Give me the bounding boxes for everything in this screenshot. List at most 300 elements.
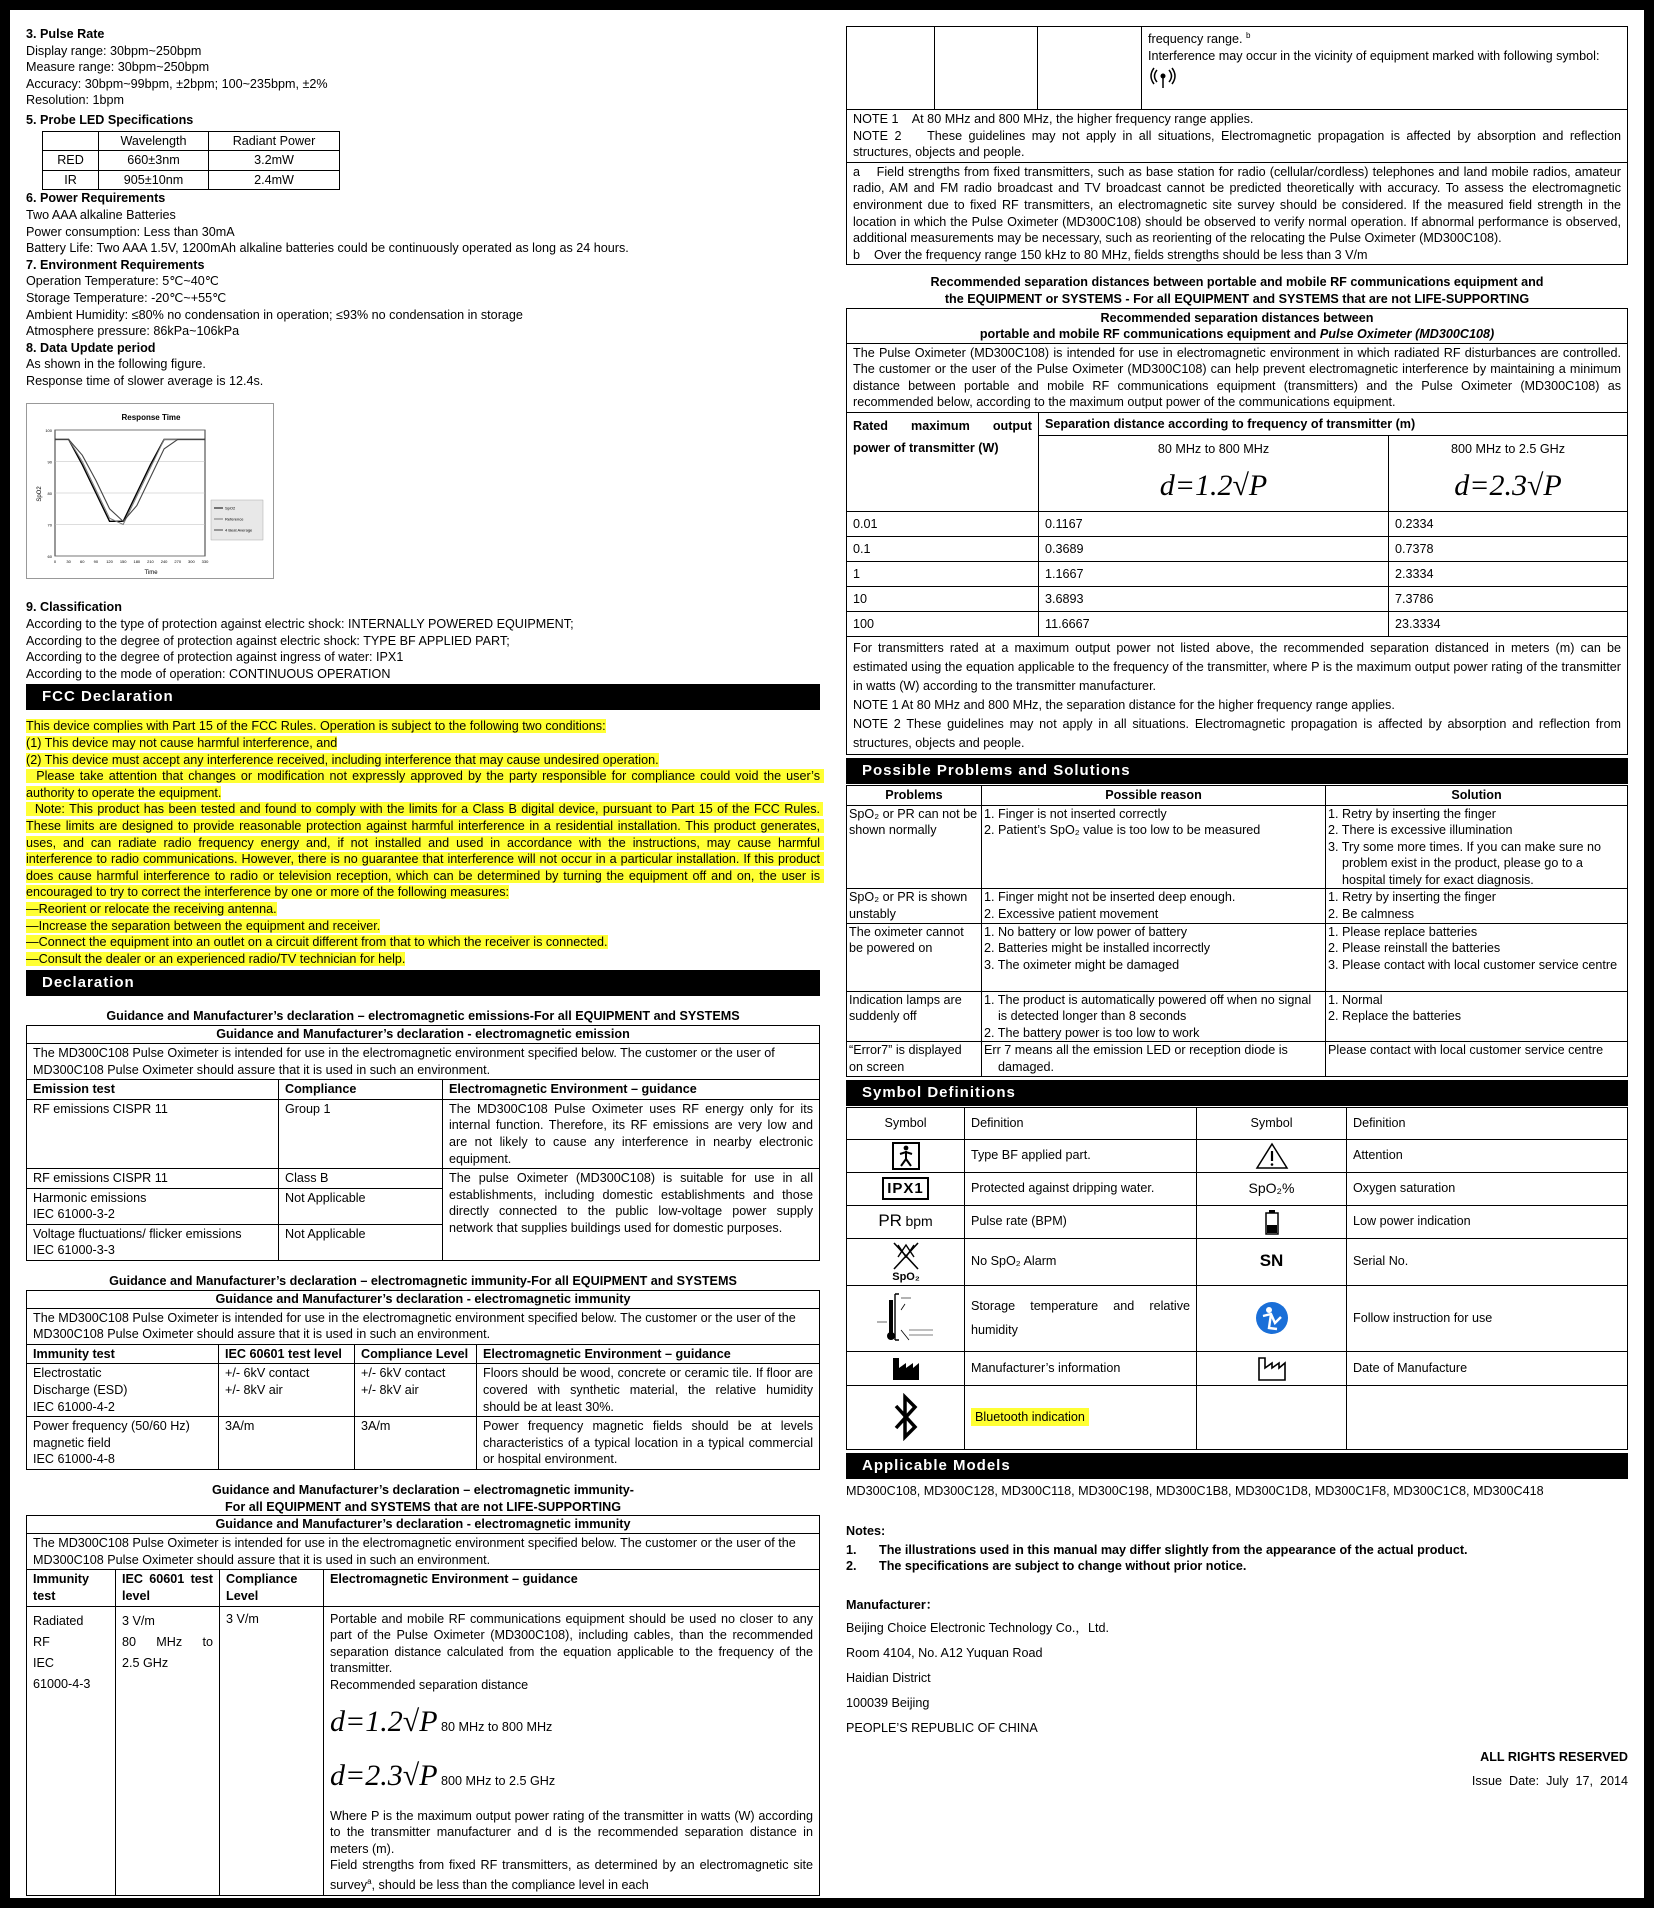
fcc-para: (2) This device must accept any interference received, including interference that may cause undesired operation. (26, 752, 659, 767)
spo2-symbol: SpO₂% (1197, 1172, 1347, 1205)
emissions-title: Guidance and Manufacturer’s declaration – electromagnetic emissions-For all EQUIPMENT and SYSTEMS (106, 1009, 740, 1024)
text-line: Power consumption: Less than 30mA (26, 224, 235, 239)
table-cell (1326, 991, 1628, 1042)
storage-temp-humidity-icon (853, 1290, 958, 1346)
probe-table (42, 131, 340, 191)
text-line: Resolution: 1bpm (26, 93, 125, 108)
notes-cell (847, 162, 1628, 265)
table-cell: The oximeter cannot be powered on (847, 923, 982, 991)
cell-line: Voltage fluctuations/ flicker emissions (33, 1226, 242, 1241)
table-header: IEC 60601 test level (219, 1344, 355, 1364)
fcc-para: Note: This product has been tested and found to comply with the limits for a Class B digital device, pursuant to Part 15 of the FCC Rules. These limits are designed to provide reasonable protection against harmful interference in a residential installation. This product generates, uses, and can radiate radio frequency energy and, if not installed and used in accordance with the instructions, may cause harmful interference to radio communications. However, there is no guarantee that interference will not occur in a particular installation. If this product does cause harmful interference to radio or television reception, which can be determined by turning the equipment off and on, the user is encouraged to try to correct the interference by one or more of the following measures: (26, 802, 824, 900)
table-cell: 10 (847, 586, 1039, 611)
right-column (846, 26, 1628, 1790)
table-cell (1326, 889, 1628, 923)
fcc-para: Please take attention that changes or modification not expressly approved by the party responsible for compliance could void the user’s authority to operate the equipment. (26, 769, 824, 800)
x-tick-label: 210 (147, 559, 154, 565)
table-intro: The Pulse Oximeter (MD300C108) is intended for use in electromagnetic environment in which radiated RF disturbances are controlled. The customer or the user of the Pulse Oximeter (MD300C108) can help prevent electromagnetic interference by maintaining a minimum distance between portable and mobile RF communications equipment (transmitters) and the Pulse Oximeter (MD300C108) as recommended below, according to the maximum output power of the communications equipment. (847, 343, 1628, 412)
text-line: Atmosphere pressure: 86kPa~106kPa (26, 324, 240, 339)
table-cell: SpO₂ or PR is shown unstably (847, 889, 982, 923)
x-tick-label: 300 (188, 559, 195, 565)
cell-line: IEC 61000-3-3 (33, 1243, 115, 1258)
text-line: According to the degree of protection against electric shock: TYPE BF APPLIED PART; (26, 633, 510, 648)
symbol-cell (1197, 1285, 1347, 1351)
cell-line: 61000-4-3 (33, 1676, 91, 1691)
no-spo2-alarm-icon (853, 1241, 958, 1283)
definition-cell: Type BF applied part. (965, 1139, 1197, 1172)
text-span: portable and mobile RF communications equipment and (979, 326, 1320, 341)
section-title: 5. Probe LED Specifications (26, 112, 194, 127)
freq-label: 80 MHz to 800 MHz (1157, 441, 1270, 456)
note-text: The illustrations used in this manual may differ slightly from the appearance of the actual product. (879, 1542, 1468, 1557)
manufacturer-title: Manufacturer： (846, 1598, 939, 1612)
models-band: Applicable Models (846, 1453, 1628, 1479)
type-bf-icon (853, 1142, 958, 1170)
table-cell: Wavelength (99, 131, 209, 151)
y-tick-label: 60 (47, 554, 52, 560)
cell-line: 3 V/m (122, 1613, 155, 1628)
icon-text: SpO₂ (891, 1270, 920, 1283)
note-line: NOTE 1 At 80 MHz and 800 MHz, the higher frequency range applies. (853, 112, 1254, 126)
problems-table (846, 785, 1628, 1077)
fcc-para: —Consult the dealer or an experienced radio/TV technician for help. (26, 951, 406, 966)
title-line: Recommended separation distances between portable and mobile RF communications equipment and (930, 275, 1544, 290)
text-line (1148, 28, 1621, 48)
x-tick-label: 90 (93, 559, 99, 565)
table-cell: 0.7378 (1389, 536, 1628, 561)
definition-cell: Date of Manufacture (1347, 1351, 1628, 1385)
separation-table (846, 308, 1628, 755)
table-cell: +/- 6kV contact +/- 8kV air (355, 1364, 477, 1417)
solution-line: 1. Retry by inserting the finger (1328, 806, 1496, 821)
table-cell (1038, 27, 1142, 110)
table-cell (116, 1606, 220, 1895)
table-cell: Floors should be wood, concrete or ceramic tile. If floor are covered with synthetic material, the relative humidity should be at least 30%. (477, 1364, 820, 1417)
x-tick-label: 120 (106, 559, 113, 565)
table-cell: 3.6893 (1039, 586, 1389, 611)
x-tick-label: 60 (80, 559, 85, 565)
section-title: 3. Pulse Rate (26, 27, 105, 41)
reason-line: 2. Batteries might be installed incorrectly (984, 941, 1211, 956)
table-cell: SpO₂ or PR can not be shown normally (847, 805, 982, 889)
symbol-cell (1197, 1385, 1347, 1449)
formula-label: 80 MHz to 800 MHz (441, 1719, 553, 1734)
table-cell: 23.3334 (1389, 611, 1628, 636)
address-line: Room 4104, No. A12 Yuquan Road (846, 1645, 1043, 1660)
fcc-para: —Increase the separation between the equipment and receiver. (26, 918, 381, 933)
table-header: Rated maximum output power of transmitter (W) (847, 412, 1039, 511)
foot-line: NOTE 1 At 80 MHz and 800 MHz, the separation distance for the higher frequency range applies. (853, 697, 1395, 712)
emissions-table (26, 1025, 820, 1261)
table-cell: RF emissions CISPR 11 (27, 1169, 279, 1189)
fcc-band: FCC Declaration (26, 684, 820, 710)
table-intro: The MD300C108 Pulse Oximeter is intended for use in the electromagnetic environment specified below. The customer or the user of the MD300C108 Pulse Oximeter should assure that it is used in such an environment. (27, 1534, 820, 1570)
definition-cell: Storage temperature and relative humidity (965, 1285, 1197, 1351)
table-cell (43, 131, 99, 151)
problems-band: Possible Problems and Solutions (846, 758, 1628, 784)
table-cell: 11.6667 (1039, 611, 1389, 636)
table-cell: 1.1667 (1039, 561, 1389, 586)
symbols-table (846, 1107, 1628, 1450)
attention-icon (1203, 1142, 1340, 1170)
table-header: Compliance (279, 1080, 443, 1100)
antenna-icon (1148, 66, 1621, 90)
notes-title: Notes: (846, 1524, 886, 1539)
table-cell (847, 27, 935, 110)
definition-cell: Pulse rate (BPM) (965, 1205, 1197, 1238)
table-header: Compliance Level (355, 1344, 477, 1364)
table-cell: Not Applicable (279, 1188, 443, 1224)
table-header: Solution (1326, 785, 1628, 805)
text-span: Field strengths from fixed RF transmitters, as determined by an electromagnetic site survey (330, 1858, 813, 1893)
table-cell: Electrostatic Discharge (ESD) IEC 61000-4-2 (27, 1364, 219, 1417)
cell-line: IEC (33, 1655, 54, 1670)
reason-line: 2. Excessive patient movement (984, 907, 1159, 922)
table-header: Definition (965, 1107, 1197, 1139)
text-line: As shown in the following figure. (26, 357, 206, 372)
x-tick-label: 0 (53, 559, 57, 565)
section-title: 8. Data Update period (26, 340, 156, 355)
table-intro: The MD300C108 Pulse Oximeter is intended for use in the electromagnetic environment specified below. The customer or the user of MD300C108 Pulse Oximeter should assure that it is used in such an environment. (27, 1043, 820, 1079)
immunity2-table (26, 1515, 820, 1896)
text-span: , should be less than the compliance level in each (371, 1878, 649, 1893)
table-cell: +/- 6kV contact +/- 8kV air (219, 1364, 355, 1417)
note-text: The specifications are subject to change without prior notice. (879, 1559, 1247, 1574)
table-header: Electromagnetic Environment – guidance (443, 1080, 820, 1100)
table-subtitle: Guidance and Manufacturer’s declaration - electromagnetic immunity (27, 1516, 820, 1534)
table-cell: 100 (847, 611, 1039, 636)
manufacturer-address (846, 1616, 1628, 1741)
x-tick-label: 270 (174, 559, 182, 565)
table-cell: IR (43, 170, 99, 190)
definition-cell: Low power indication (1347, 1205, 1628, 1238)
text-line: According to the degree of protection against ingress of water: IPX1 (26, 650, 404, 665)
definition-cell: Manufacturer’s information (965, 1351, 1197, 1385)
immunity2-title (26, 1482, 820, 1515)
text-span: frequency range. (1148, 32, 1243, 47)
note-line: NOTE 2 These guidelines may not apply in all situations, Electromagnetic propagation is affected by absorption and reflection structures, objects and people. (853, 128, 1625, 160)
x-tick-label: 240 (160, 559, 168, 565)
symbol-cell (847, 1351, 965, 1385)
document-page (10, 10, 1644, 1898)
guidance-text: Recommended separation distance (330, 1677, 529, 1692)
solution-line: Please contact with local customer service centre (1328, 1043, 1604, 1058)
solution-line: 1. Please replace batteries (1328, 924, 1478, 939)
table-header: Separation distance according to frequency of transmitter (m) (1039, 412, 1628, 435)
symbols-band: Symbol Definitions (846, 1080, 1628, 1106)
issue-date: Issue Date: July 17, 2014 (1471, 1774, 1628, 1789)
chart-svg (27, 404, 273, 578)
table-cell (1326, 805, 1628, 889)
symbol-cell (847, 1385, 965, 1449)
table-cell: 0.3689 (1039, 536, 1389, 561)
formula: d=1.2√P (1159, 468, 1268, 502)
definition-cell: Protected against dripping water. (965, 1172, 1197, 1205)
reason-line: 2. Patient’s SpO₂ value is too low to be measured (984, 823, 1261, 838)
reason-line: 1. Finger might not be inserted deep enough. (984, 890, 1236, 905)
table-cell: RED (43, 151, 99, 171)
follow-instructions-icon (1203, 1301, 1340, 1335)
response-time-chart (26, 403, 274, 579)
reason-line: 1. No battery or low power of battery (984, 924, 1187, 939)
table-cell: 0.01 (847, 511, 1039, 536)
guidance-text: Where P is the maximum output power rating of the transmitter in watts (W) according to the transmitter manufacturer and d is the recommended separation distance in meters (m). (330, 1808, 813, 1856)
classification-section (26, 599, 820, 682)
symbol-cell (847, 1238, 965, 1285)
table-cell: The pulse Oximeter (MD300C108) is suitable for use in all establishments, including domestic establishments and those directly connected to the public low-voltage power supply network that supplies buildings used for domestic purposes. (443, 1169, 820, 1261)
table-cell: Class B (279, 1169, 443, 1189)
table-cell: Indication lamps are suddenly off (847, 991, 982, 1042)
text-line: According to the type of protection against electric shock: INTERNALLY POWERED EQUIPMENT; (26, 617, 574, 632)
foot-line: NOTE 2 These guidelines may not apply in all situations. Electromagnetic propagation is affected by absorption and reflection from structures, objects and people. (853, 716, 1621, 750)
pr-text: PR (878, 1210, 902, 1230)
table-cell: 0.1167 (1039, 511, 1389, 536)
table-header: IEC 60601 test level (116, 1570, 220, 1606)
address-line: Beijing Choice Electronic Technology Co.，Ltd. (846, 1620, 1109, 1635)
y-axis-label: SpO2 (37, 486, 43, 503)
notes-list (846, 1542, 1628, 1575)
table-cell (982, 889, 1326, 923)
table-subtitle (847, 308, 1628, 343)
bpm-text: bpm (905, 1212, 933, 1229)
table-footnotes (847, 636, 1628, 754)
symbol-cell (1197, 1351, 1347, 1385)
cell-line: Harmonic emissions (33, 1190, 147, 1205)
table-header: Symbol (1197, 1107, 1347, 1139)
immunity2-continued-table (846, 26, 1628, 265)
table-cell: 7.3786 (1389, 586, 1628, 611)
cell-line: Radiated (33, 1613, 84, 1628)
symbol-cell (1197, 1139, 1347, 1172)
formula: d=1.2√P (330, 1704, 438, 1738)
definition-cell: No SpO₂ Alarm (965, 1238, 1197, 1285)
subtitle-line (853, 326, 1621, 342)
note-line: a Field strengths from fixed transmitters, such as base station for radio (cellular/cordless) telephones and land mobile radios, amateur radio, AM and FM radio broadcast and TV broadcast cannot be predicted theoretically with accuracy. To assess the electromagnetic environment due to fixed RF transmitters, an electromagnetic site survey should be considered. If the measured field strength in the location in which the Pulse Oximeter (MD300C108) should be observed to verify normal operation. If abnormal performance is observed, additional measurements may be necessary, such as reorienting of the relocating the Pulse Oximeter (MD300C108). (853, 164, 1625, 246)
definition-cell: Follow instruction for use (1347, 1285, 1628, 1351)
table-cell: Power frequency magnetic fields should be at levels characteristics of a typical location in a typical commercial or hospital environment. (477, 1417, 820, 1470)
serial-symbol: SN (1197, 1238, 1347, 1285)
table-header: Immunity test (27, 1344, 219, 1364)
text-line: Accuracy: 30bpm~99bpm, ±2bpm; 100~235bpm, ±2% (26, 76, 328, 91)
table-cell (1142, 27, 1628, 110)
formula-row (330, 1758, 813, 1794)
subtitle-line: Recommended separation distances between (1100, 310, 1374, 325)
section-title: 9. Classification (26, 600, 122, 615)
bluetooth-icon (853, 1393, 958, 1441)
table-intro: The MD300C108 Pulse Oximeter is intended for use in the electromagnetic environment specified below. The customer or the user of the MD300C108 Pulse Oximeter should assure that it is used in such an environment. (27, 1308, 820, 1344)
address-line: 100039 Beijing (846, 1695, 930, 1710)
x-tick-label: 330 (201, 559, 209, 565)
definition-cell (1347, 1385, 1628, 1449)
table-header: Emission test (27, 1080, 279, 1100)
table-header: Immunity test (27, 1570, 116, 1606)
solution-line: 2. Be calmness (1328, 907, 1415, 922)
address-line: PEOPLE’S REPUBLIC OF CHINA (846, 1720, 1038, 1735)
manufacturer-icon (853, 1354, 958, 1382)
notes-cell (847, 110, 1628, 163)
text-line: Storage Temperature: -20℃~+55℃ (26, 290, 227, 305)
fcc-para: (1) This device may not cause harmful interference, and (26, 736, 338, 751)
reason-line: 2. The battery power is too low to work (984, 1025, 1200, 1040)
solution-line: 2. Replace the batteries (1328, 1009, 1462, 1024)
x-axis-label: Time (144, 570, 158, 577)
table-header: Definition (1347, 1107, 1628, 1139)
table-cell: 1 (847, 561, 1039, 586)
fcc-para: —Reorient or relocate the receiving antenna. (26, 901, 277, 916)
table-header: Compliance Level (220, 1570, 324, 1606)
definition-text: Bluetooth indication (971, 1408, 1089, 1426)
table-cell (27, 1224, 279, 1260)
table-cell (1326, 1042, 1628, 1076)
x-tick-label: 150 (119, 559, 127, 565)
text-line: Ambient Humidity: ≤80% no condensation in operation; ≤93% no condensation in storage (26, 307, 523, 322)
table-cell: Group 1 (279, 1099, 443, 1168)
fcc-text (26, 718, 824, 967)
table-cell (935, 27, 1038, 110)
table-cell (982, 923, 1326, 991)
table-cell: 3 V/m (220, 1606, 324, 1895)
text-line: Operation Temperature: 5℃~40℃ (26, 274, 219, 289)
power-section (26, 190, 820, 256)
note-line: b Over the frequency range 150 kHz to 80 MHz, fields strengths should be less than 3 V/m (853, 247, 1368, 262)
text-line: Measure range: 30bpm~250bpm (26, 60, 210, 75)
text-line: Two AAA alkaline Batteries (26, 207, 176, 222)
table-cell (1326, 923, 1628, 991)
reason-line: 1. The product is automatically powered off when no signal is detected longer than 8 seconds (984, 992, 1312, 1024)
table-cell: 0.2334 (1389, 511, 1628, 536)
cell-line: 2.5 GHz (122, 1655, 169, 1670)
list-item: 2. The specifications are subject to change without prior notice. (846, 1559, 1247, 1574)
table-cell: 905±10nm (99, 170, 209, 190)
table-cell: 2.4mW (209, 170, 340, 190)
separation-title (846, 274, 1628, 307)
section-title: 6. Power Requirements (26, 191, 166, 206)
fcc-para: This device complies with Part 15 of the FCC Rules. Operation is subject to the following two conditions: (26, 719, 606, 734)
table-cell (27, 1606, 116, 1895)
solution-line: 2. There is excessive illumination (1328, 823, 1513, 838)
reason-line: Err 7 means all the emission LED or reception diode is damaged. (984, 1043, 1288, 1075)
text-span: Pulse Oximeter (MD300C108) (1319, 326, 1495, 341)
table-cell: Radiant Power (209, 131, 340, 151)
left-column (26, 26, 824, 1896)
chart-title: Response Time (121, 413, 181, 423)
solution-line: 2. Please reinstall the batteries (1328, 941, 1501, 956)
x-tick-label: 30 (66, 559, 71, 565)
formula-row (330, 1704, 813, 1740)
section-title: 7. Environment Requirements (26, 257, 205, 272)
models-text: MD300C108, MD300C128, MD300C118, MD300C198, MD300C1B8, MD300C1D8, MD300C1F8, MD300C1C8, MD300C418 (846, 1483, 1544, 1498)
table-cell: RF emissions CISPR 11 (27, 1099, 279, 1168)
fcc-para: —Connect the equipment into an outlet on a circuit different from that to which the receiver is connected. (26, 935, 608, 950)
formula: d=2.3√P (330, 1758, 438, 1792)
y-tick-label: 100 (45, 428, 52, 434)
definition-cell: Attention (1347, 1139, 1628, 1172)
cell-line: RF (33, 1634, 50, 1649)
guidance-text (330, 1857, 813, 1893)
pr-bpm-symbol (847, 1205, 965, 1238)
definition-cell (965, 1385, 1197, 1449)
symbol-cell (847, 1285, 965, 1351)
title-line: Guidance and Manufacturer’s declaration – electromagnetic immunity- (212, 1483, 634, 1497)
immunity-table (26, 1290, 820, 1470)
environment-section (26, 257, 820, 340)
list-item: 1. The illustrations used in this manual may differ slightly from the appearance of the actual product. (846, 1542, 1468, 1557)
table-header: Electromagnetic Environment – guidance (324, 1570, 820, 1606)
table-cell (982, 1042, 1326, 1076)
solution-line: 3. Try some more times. If you can make sure no problem exist in the product, please go to a hospital timely for exact diagnosis. (1328, 839, 1601, 887)
address-line: Haidian District (846, 1670, 931, 1685)
text-line: Response time of slower average is 12.4s. (26, 373, 264, 388)
table-cell (1039, 435, 1389, 511)
table-cell: 0.1 (847, 536, 1039, 561)
pulse-rate-section (26, 26, 820, 109)
solution-line: 3. Please contact with local customer service centre (1328, 957, 1618, 972)
low-battery-icon (1203, 1209, 1340, 1235)
series-line (55, 440, 205, 525)
table-header: Problems (847, 785, 982, 805)
table-header: Possible reason (982, 785, 1326, 805)
rights-reserved: ALL RIGHTS RESERVED (1480, 1749, 1628, 1764)
title-line: the EQUIPMENT or SYSTEMS - For all EQUIPMENT and SYSTEMS that are not LIFE-SUPPORTING (944, 291, 1530, 306)
symbol-cell (1197, 1205, 1347, 1238)
definition-cell: Serial No. (1347, 1238, 1628, 1285)
table-cell: 660±3nm (99, 151, 209, 171)
title-line: For all EQUIPMENT and SYSTEMS that are not LIFE-SUPPORTING (224, 1499, 622, 1514)
table-cell (982, 805, 1326, 889)
superscript: b (1246, 31, 1251, 40)
y-tick-label: 90 (47, 459, 52, 465)
formula: d=2.3√P (1454, 468, 1562, 502)
table-cell: The MD300C108 Pulse Oximeter uses RF energy only for its internal function. Therefore, its RF emissions are very low and are not likely to cause any interference in nearby electronic equipment. (443, 1099, 820, 1168)
legend-label: SpO2 (225, 505, 236, 511)
table-header: Electromagnetic Environment – guidance (477, 1344, 820, 1364)
text-line: Battery Life: Two AAA 1.5V, 1200mAh alkaline batteries could be continuously operated as long as 24 hours. (26, 241, 629, 256)
freq-label: 800 MHz to 2.5 GHz (1450, 441, 1566, 456)
table-cell: 3.2mW (209, 151, 340, 171)
table-cell: 2.3334 (1389, 561, 1628, 586)
y-tick-label: 70 (47, 522, 52, 528)
table-cell: 3A/m (219, 1417, 355, 1470)
table-subtitle: Guidance and Manufacturer’s declaration - electromagnetic immunity (27, 1290, 820, 1308)
definition-cell: Oxygen saturation (1347, 1172, 1628, 1205)
table-cell (1389, 435, 1628, 511)
probe-section (26, 112, 820, 190)
text-line: Interference may occur in the vicinity of equipment marked with following symbol: (1148, 48, 1600, 63)
table-cell (27, 1188, 279, 1224)
solution-line: 1. Retry by inserting the finger (1328, 890, 1496, 905)
cell-line: IEC 61000-3-2 (33, 1207, 115, 1222)
foot-line: For transmitters rated at a maximum output power not listed above, the recommended separation distanced in meters (m) can be estimated using the equation applicable to the frequency of the transmitter, where P is the maximum output power rating of the transmitter in watts (W) according to the transmitter manufacturer. (853, 640, 1621, 693)
ipx1-icon: IPX1 (882, 1177, 929, 1200)
solution-line: 1. Normal (1328, 992, 1383, 1007)
y-tick-label: 80 (47, 491, 52, 497)
x-tick-label: 180 (133, 559, 141, 565)
table-cell: Power frequency (50/60 Hz) magnetic field IEC 61000-4-8 (27, 1417, 219, 1470)
table-cell: Not Applicable (279, 1224, 443, 1260)
cell-line: 80 MHz to (122, 1634, 213, 1649)
text-line: Display range: 30bpm~250bpm (26, 43, 202, 58)
symbol-cell (847, 1172, 965, 1205)
table-cell (324, 1606, 820, 1895)
immunity-title: Guidance and Manufacturer’s declaration – electromagnetic immunity-For all EQUIPMENT and SYSTEMS (109, 1274, 737, 1289)
symbol-cell (847, 1139, 965, 1172)
series-line (55, 440, 205, 522)
update-section (26, 340, 820, 390)
formula-label: 800 MHz to 2.5 GHz (441, 1773, 556, 1788)
table-cell (982, 991, 1326, 1042)
reason-line: 3. The oximeter might be damaged (984, 957, 1180, 972)
table-cell: 3A/m (355, 1417, 477, 1470)
